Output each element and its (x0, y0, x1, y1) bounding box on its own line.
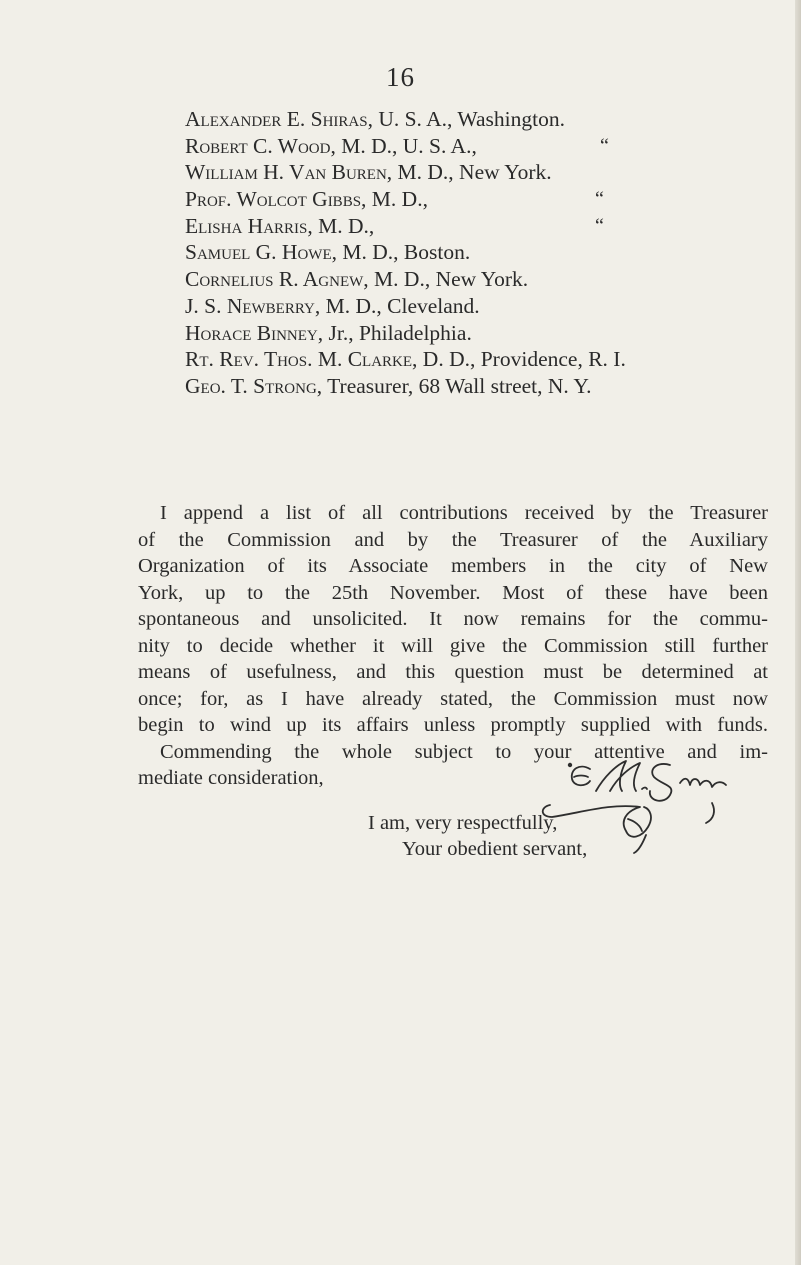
member-details: U. S. A., Washington. (372, 107, 565, 131)
body-line: Commending the whole subject to your attentive and im- (160, 740, 768, 763)
body-line: Organization of its Associate members in the city of New (138, 555, 768, 577)
member-row (185, 373, 745, 400)
letter-body (138, 500, 768, 860)
member-name: Horace Binney, (185, 320, 324, 345)
closing-line: I am, very respectfully, (368, 812, 558, 834)
ditto-mark: “ (600, 134, 609, 157)
ditto-mark: “ (595, 214, 604, 237)
member-name: Prof. Wolcot Gibbs, (185, 187, 367, 212)
ditto-mark: “ (595, 188, 604, 211)
member-details: M. D., (312, 213, 375, 238)
body-line: mediate consideration, (138, 767, 324, 789)
body-line: nity to decide whether it will give the Commission still further (138, 634, 768, 657)
closing-line: Your obedient servant, (402, 838, 588, 860)
member-row (185, 320, 745, 347)
member-name: Robert C. Wood, (185, 133, 336, 158)
page-number: 16 (386, 62, 415, 92)
member-details: Jr., Philadelphia. (323, 320, 472, 345)
body-line: spontaneous and unsolicited. It now remains for the commu- (138, 608, 768, 630)
page-edge-shadow (795, 0, 801, 1265)
member-row (185, 159, 745, 186)
body-line: York, up to the 25th November. Most of these have been (138, 581, 768, 604)
member-name: Elisha Harris, (185, 213, 313, 238)
member-name: J. S. Newberry, (185, 293, 321, 318)
member-name: William H. Van Buren, (185, 160, 393, 185)
body-line: of the Commission and by the Treasurer of the Auxiliary (138, 528, 768, 551)
member-details: M. D., Boston. (337, 240, 471, 265)
committee-member-list (185, 106, 745, 400)
member-name: Cornelius R. Agnew, (185, 267, 369, 292)
member-details: M. D., (366, 187, 428, 212)
member-row (185, 293, 745, 320)
member-name: Alexander E. Shiras, (185, 107, 373, 131)
member-row (185, 213, 745, 240)
member-row (185, 239, 745, 266)
member-details: M. D., U. S. A., (335, 133, 477, 158)
body-line: I append a list of all contributions received by the Treasurer (160, 502, 768, 524)
member-row (185, 106, 745, 133)
member-row (185, 346, 745, 373)
member-name: Samuel G. Howe, (185, 240, 337, 265)
body-line: once; for, as I have already stated, the Commission must now (138, 687, 768, 710)
member-details: D. D., Providence, R. I. (417, 347, 626, 372)
member-details: Treasurer, 68 Wall street, N. Y. (322, 373, 592, 398)
body-line: means of usefulness, and this question must be determined at (138, 661, 768, 683)
member-name: Rt. Rev. Thos. M. Clarke, (185, 347, 418, 372)
member-details: M. D., Cleveland. (320, 293, 480, 318)
member-row (185, 133, 745, 160)
member-row (185, 266, 745, 293)
member-row (185, 186, 745, 213)
member-name: Geo. T. Strong, (185, 373, 323, 398)
member-details: M. D., New York. (368, 267, 529, 292)
handwritten-signature (530, 755, 740, 855)
body-line: begin to wind up its affairs unless promptly supplied with funds. (138, 714, 768, 736)
member-details: M. D., New York. (392, 160, 552, 185)
